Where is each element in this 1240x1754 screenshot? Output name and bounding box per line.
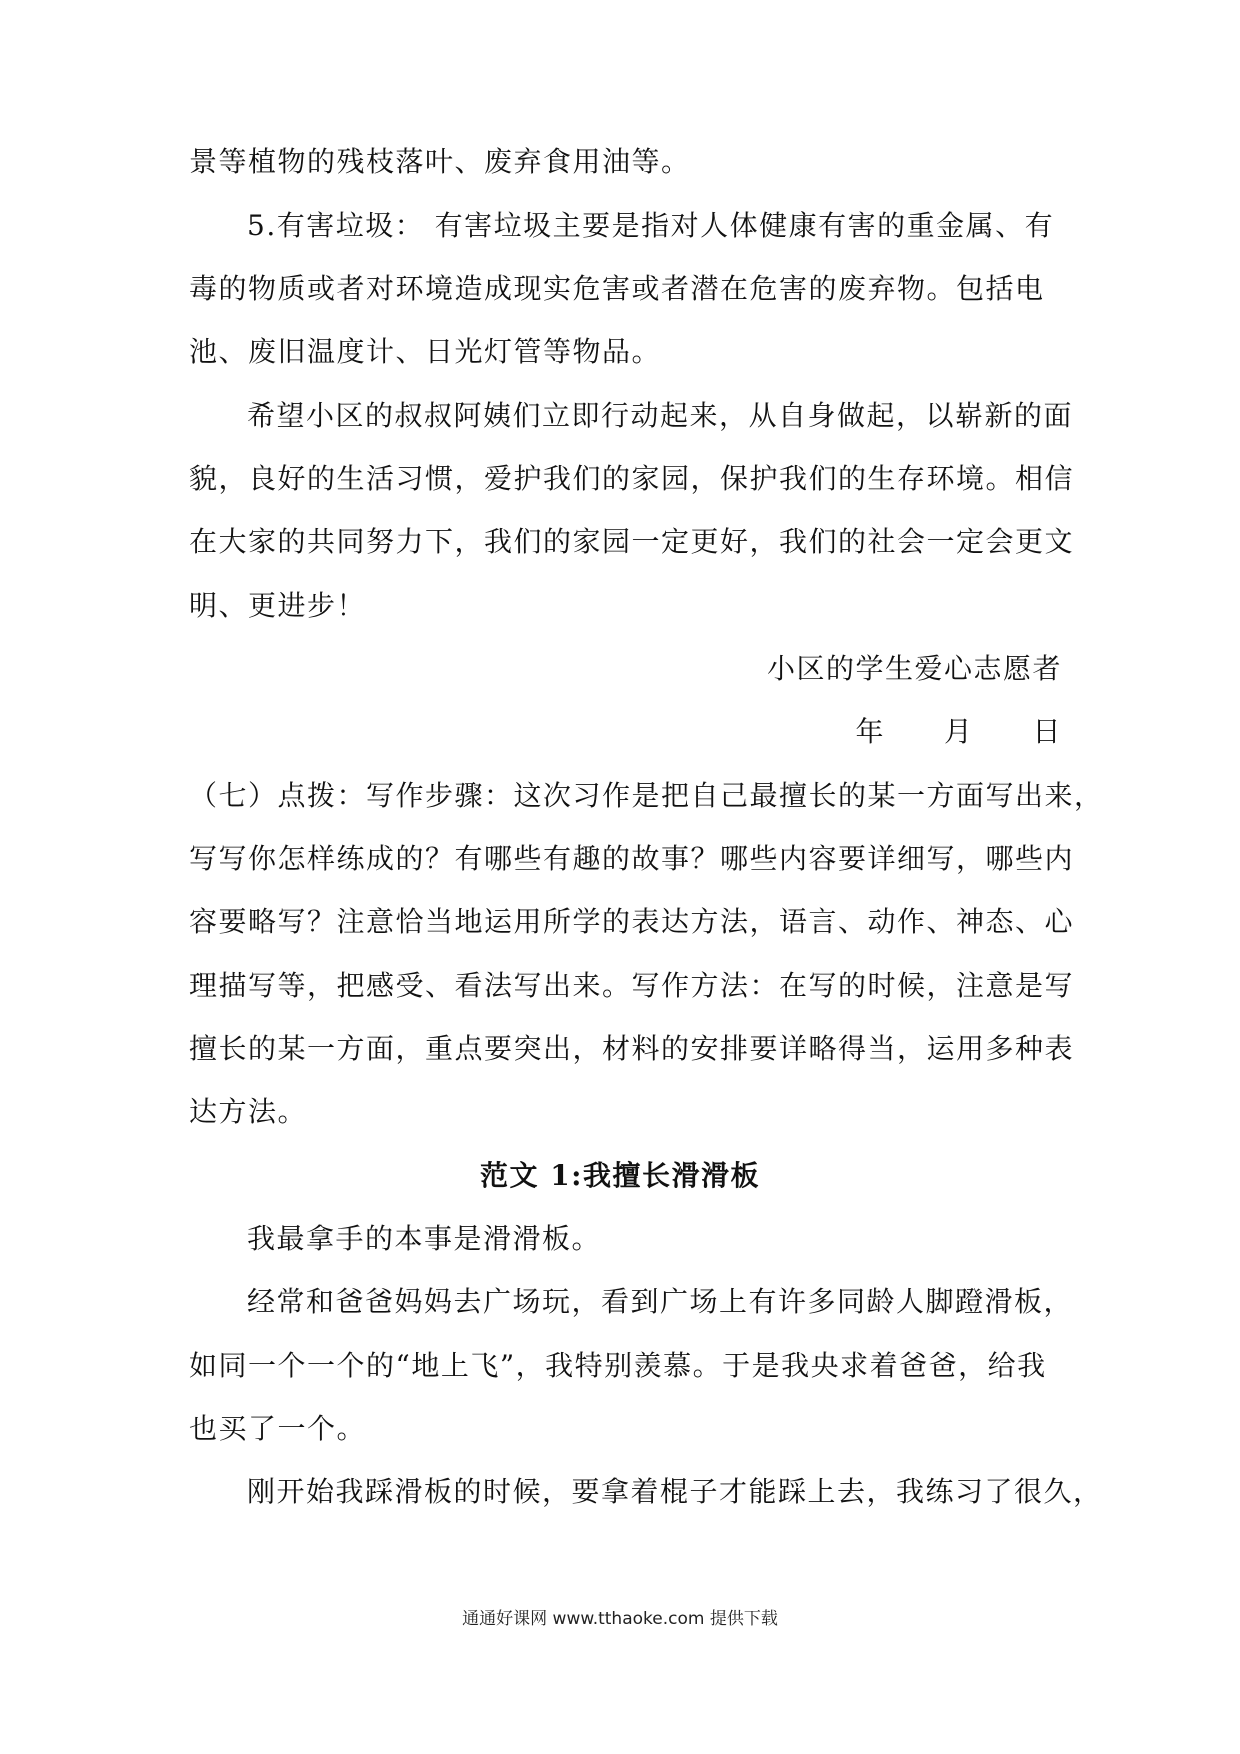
text-line: 刚开始我踩滑板的时候，要拿着棍子才能踩上去，我练习了很久， (247, 1475, 1103, 1508)
text-line: 希望小区的叔叔阿姨们立即行动起来，从自身做起，以崭新的面 (247, 399, 1074, 432)
text-line: 经常和爸爸妈妈去广场玩，看到广场上有许多同龄人脚蹬滑板， (247, 1285, 1074, 1318)
text-line: 景等植物的残枝落叶、废弃食用油等。 (189, 145, 691, 178)
date-line: 年 月 日 (855, 715, 1062, 748)
text-line: （七）点拨：写作步骤：这次习作是把自己最擅长的某一方面写出来， (189, 779, 1104, 812)
text-line: 在大家的共同努力下，我们的家园一定更好，我们的社会一定会更文 (189, 525, 1075, 558)
text-line: 我最拿手的本事是滑滑板。 (247, 1222, 602, 1255)
page-footer: 通通好课网 www.tthaoke.com 提供下载 (462, 1609, 778, 1629)
text-line: 如同一个一个的“地上飞”，我特别羡慕。于是我央求着爸爸，给我 (189, 1349, 1047, 1382)
text-line: 毒的物质或者对环境造成现实危害或者潜在危害的废弃物。包括电 (189, 272, 1045, 305)
text-line: 容要略写？注意恰当地运用所学的表达方法，语言、动作、神态、心 (189, 905, 1075, 938)
text-line: 貌，良好的生活习惯，爱护我们的家园，保护我们的生存环境。相信 (189, 462, 1075, 495)
text-line: 池、废旧温度计、日光灯管等物品。 (189, 335, 662, 368)
essay-title: 范文 1:我擅长滑滑板 (479, 1159, 761, 1192)
signature-line: 小区的学生爱心志愿者 (766, 652, 1062, 685)
text-line: 明、更进步！ (189, 589, 367, 622)
text-line: 写写你怎样练成的？有哪些有趣的故事？哪些内容要详细写，哪些内 (189, 842, 1075, 875)
text-line: 擅长的某一方面，重点要突出，材料的安排要详略得当，运用多种表 (189, 1032, 1075, 1065)
text-line: 也买了一个。 (189, 1412, 367, 1445)
text-line: 达方法。 (189, 1095, 308, 1128)
text-line: 5.有害垃圾： 有害垃圾主要是指对人体健康有害的重金属、有 (247, 209, 1055, 242)
text-line: 理描写等，把感受、看法写出来。写作方法：在写的时候，注意是写 (189, 969, 1075, 1002)
